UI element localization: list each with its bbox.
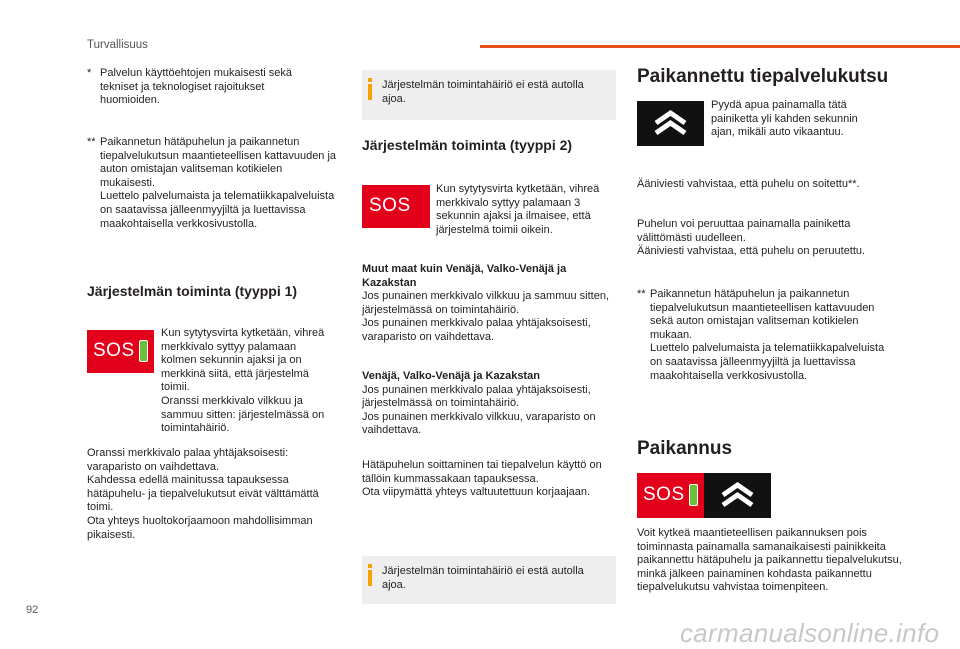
double-chevron-icon xyxy=(637,101,704,146)
orange-text-3: Ota yhteys huoltokorjaamoon mahdollisimman pikaisesti. xyxy=(87,514,313,541)
footnote-mark: * xyxy=(87,67,92,79)
footnote-mark: ** xyxy=(87,136,96,148)
sos-red-icon xyxy=(362,185,430,228)
sos-green-led-icon xyxy=(87,330,154,373)
assistance-button-icon xyxy=(704,473,771,518)
heading-roadside-call: Paikannettu tiepalvelukutsu xyxy=(637,66,889,87)
heading-type2: Järjestelmän toiminta (tyyppi 2) xyxy=(362,137,573,153)
footnote-text-2: Luettelo palvelumaista ja telematiikkapalveluista on saatavissa jälleenmyyjiltä ja luettavissa maakohtaisella verkkosivustolla. xyxy=(650,342,885,382)
type1-orange-paragraph xyxy=(87,447,337,542)
footnote-single-star xyxy=(87,67,317,108)
other-text-1: Jos punainen merkkivalo vilkkuu ja sammuu sitten, järjestelmässä on toimintahäiriö. xyxy=(362,290,610,316)
type1-description xyxy=(161,327,331,436)
emergency-text-1: Hätäpuhelun soittaminen tai tiepalvelun käyttö on tällöin kummassakaan tapauksessa. xyxy=(362,459,602,485)
info-note-top xyxy=(362,70,616,120)
double-chevron-icon xyxy=(704,473,771,518)
section-header: Turvallisuus xyxy=(87,39,148,51)
voice-confirm-text: Ääniviesti vahvistaa, että puhelu on soitettu**. xyxy=(637,178,860,190)
green-led-icon xyxy=(139,340,148,362)
sos-label: SOS xyxy=(93,340,135,361)
footnote-text: Paikannetun hätäpuhelun ja paikannetun tiepalvelukutsun maantieteellisen kattavuuden sekä auton omistajan valitseman kotikielen mukaan. xyxy=(650,288,875,341)
sos-and-assistance-icons xyxy=(637,473,771,518)
note-text: Järjestelmän toimintahäiriö ei estä autolla ajoa. xyxy=(382,79,584,105)
info-icon xyxy=(368,78,372,100)
watermark: carmanualsonline.info xyxy=(680,618,940,648)
emergency-block xyxy=(362,459,617,500)
other-countries-block xyxy=(362,263,617,345)
info-icon xyxy=(368,564,372,586)
type1-text-a: Kun sytytysvirta kytketään, vihreä merkkivalo syttyy palamaan kolmen sekunnin ajaksi ja on merkkinä siitä, että järjestelmä toimii. xyxy=(161,327,325,394)
sos-label: SOS xyxy=(369,195,411,216)
header-accent-rule xyxy=(480,45,960,48)
cancel-text-1: Puhelun voi peruuttaa painamalla painiketta välittömästi uudelleen. xyxy=(637,218,851,244)
other-text-2: Jos punainen merkkivalo palaa yhtäjaksoisesti, varaparisto on vaihdettava. xyxy=(362,317,591,343)
heading-type1: Järjestelmän toiminta (tyyppi 1) xyxy=(87,283,298,299)
note-text: Järjestelmän toimintahäiriö ei estä autolla ajoa. xyxy=(382,565,584,591)
footnote-double-star-col3 xyxy=(637,288,897,383)
footnote-text: Palvelun käyttöehtojen mukaisesti sekä tekniset ja teknologiset rajoitukset huomioiden. xyxy=(100,67,292,107)
orange-text-2: Kahdessa edellä mainitussa tapauksessa hätäpuhelu- ja tiepalvelukutsut eivät välttämättä toimi. xyxy=(87,474,319,514)
info-note-bottom xyxy=(362,556,616,604)
footnote-text-2: Luettelo palvelumaista ja telematiikkapalveluista on saatavissa jälleenmyyjiltä ja luettavissa maakohtaisella verkkosivustolla. xyxy=(100,190,335,230)
russia-block xyxy=(362,370,617,438)
other-countries-heading: Muut maat kuin Venäjä, Valko-Venäjä ja Kazakstan xyxy=(362,263,567,289)
heading-location: Paikannus xyxy=(637,438,733,459)
cancel-text-2: Ääniviesti vahvistaa, että puhelu on peruutettu. xyxy=(637,245,866,258)
footnote-mark: ** xyxy=(637,288,646,300)
orange-text-1: Oranssi merkkivalo palaa yhtäjaksoisesti: varaparisto on vaihdettava. xyxy=(87,447,289,473)
sos-green-led-icon xyxy=(637,473,704,518)
location-description: Voit kytkeä maantieteellisen paikannuksen pois toiminnasta painamalla samanaikaisesti painikkeita paikannettu hätäpuhelu ja paikannettu tiepalvelukutsu, minkä jälkeen painaminen kohdasta paikannettu tiepalvelukutsu vahvistaa toimenpiteen. xyxy=(637,527,902,594)
roadside-description: Pyydä apua painamalla tätä painiketta yli kahden sekunnin ajan, mikäli auto vikaantuu. xyxy=(711,99,858,139)
cancel-block xyxy=(637,218,897,259)
page-number: 92 xyxy=(26,604,39,616)
russia-text-1: Jos punainen merkkivalo palaa yhtäjaksoisesti, järjestelmässä on toimintahäiriö. xyxy=(362,383,591,410)
footnote-double-star xyxy=(87,136,337,231)
assistance-button-icon xyxy=(637,101,704,146)
footnote-text: Paikannetun hätäpuhelun ja paikannetun tiepalvelukutsun maantieteellisen kattavuuden ja auton omistajan valitseman kotikielen mukaisesti. xyxy=(100,136,337,189)
type2-description: Kun sytytysvirta kytketään, vihreä merkkivalo syttyy palamaan 3 sekunnin ajaksi ja ilmaisee, että järjestelmä toimii oikein. xyxy=(436,183,600,236)
russia-heading: Venäjä, Valko-Venäjä ja Kazakstan xyxy=(362,370,540,382)
russia-text-2: Jos punainen merkkivalo vilkkuu, varaparisto on vaihdettava. xyxy=(362,410,596,437)
sos-label: SOS xyxy=(643,484,685,505)
green-led-icon xyxy=(689,484,698,506)
type1-text-b: Oranssi merkkivalo vilkkuu ja sammuu sitten: järjestelmässä on toimintahäiriö. xyxy=(161,394,325,435)
emergency-text-2: Ota viipymättä yhteys valtuutettuun korjaajaan. xyxy=(362,486,591,499)
